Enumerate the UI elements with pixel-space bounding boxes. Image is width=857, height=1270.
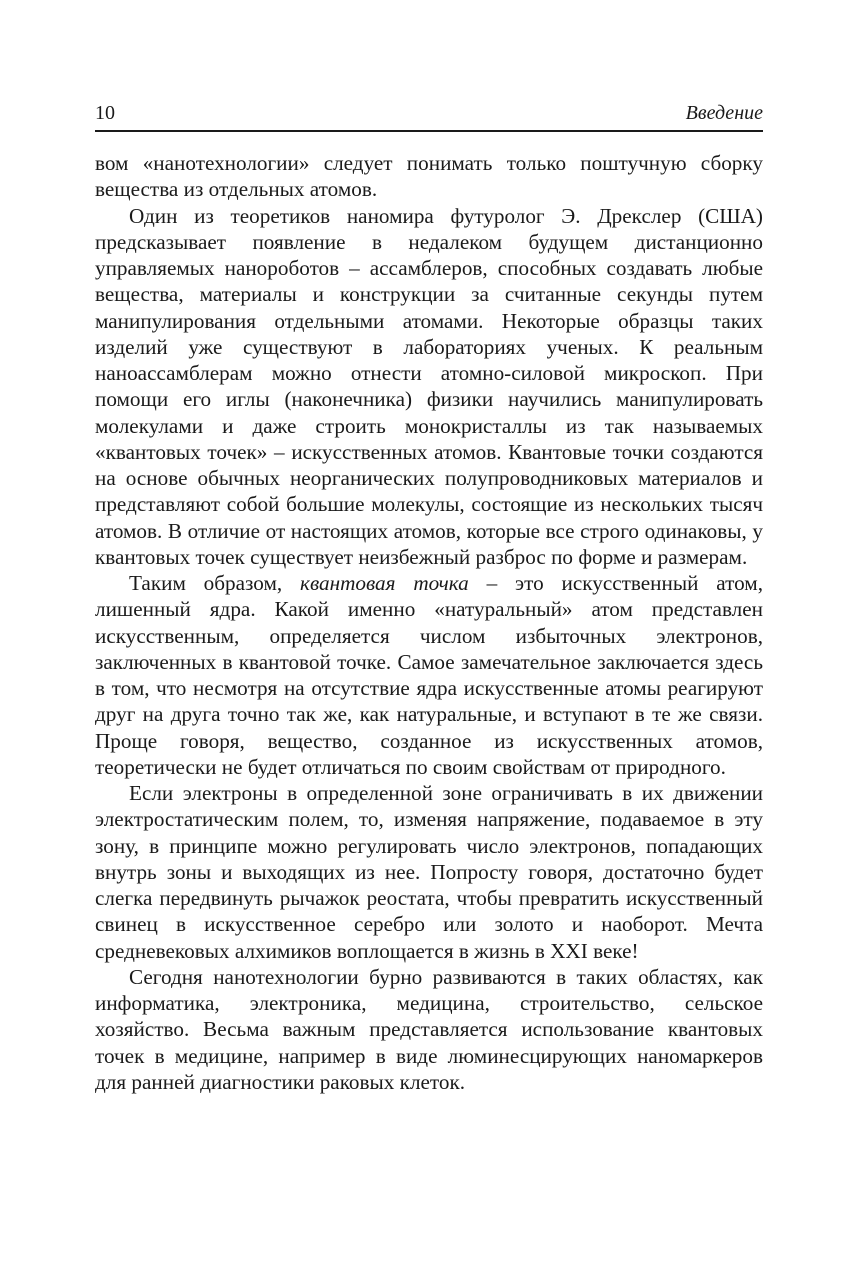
- running-header: [95, 100, 763, 132]
- page-number: 10: [95, 102, 115, 124]
- body-text: [95, 150, 763, 1095]
- paragraph-text-after-term: – это искусственный атом, лишенный ядра. Какой именно «натуральный» атом представлен искусственным, определяется числом избыточных электронов, заключенных в квантовой точке. Самое замечательное заключается здесь в том, что несмотря на отсутствие ядра искусственные атомы реагируют друг на друга точно так же, как натуральные, и вступают в те же связи. Проще говоря, вещество, созданное из искусственных атомов, теоретически не будет отличаться по своим свойствам от природного.: [95, 571, 763, 779]
- book-page: [95, 100, 763, 1095]
- paragraph-drexler: Один из теоретиков наномира футуролог Э. Дрекслер (США) предсказывает появление в недалеком будущем дистанционно управляемых нанороботов – ассамблеров, способных создавать любые вещества, материалы и конструкции за считанные секунды путем манипулирования отдельными атомами. Некоторые образцы таких изделий уже существуют в лабораториях ученых. К реальным наноассамблерам можно отнести атомно-силовой микроскоп. При помощи его иглы (наконечника) физики научились манипулировать молекулами и даже строить монокристаллы из так называемых «квантовых точек» – искусственных атомов. Квантовые точки создаются на основе обычных неорганических полупроводниковых материалов и представляют собой большие молекулы, состоящие из нескольких тысяч атомов. В отличие от настоящих атомов, которые все строго одинаковы, у квантовых точек существует неизбежный разброс по форме и размерам.: [95, 203, 763, 569]
- paragraph-applications: Сегодня нанотехнологии бурно развиваются в таких областях, как информатика, электроника, медицина, строительство, сельское хозяйство. Весьма важным представляется использование квантовых точек в медицине, например в виде люминесцирующих наномаркеров для ранней диагностики раковых клеток.: [95, 964, 763, 1094]
- paragraph-continued: вом «нанотехнологии» следует понимать только поштучную сборку вещества из отдельных атомов.: [95, 151, 763, 202]
- section-title: Введение: [685, 102, 763, 124]
- paragraph-electrons: Если электроны в определенной зоне ограничивать в их движении электростатическим полем, то, изменяя напряжение, подаваемое в эту зону, в принципе можно регулировать число электронов, попадающих внутрь зоны и выходящих из нее. Попросту говоря, достаточно будет слегка передвинуть рычажок реостата, чтобы превратить искусственный свинец в искусственное серебро или золото и наоборот. Мечта средневековых алхимиков воплощается в жизнь в XXI веке!: [95, 781, 763, 963]
- paragraph-quantum-dot-definition: [95, 570, 763, 780]
- defined-term: квантовая точка: [300, 571, 469, 595]
- paragraph-text-before-term: Таким образом,: [129, 571, 301, 595]
